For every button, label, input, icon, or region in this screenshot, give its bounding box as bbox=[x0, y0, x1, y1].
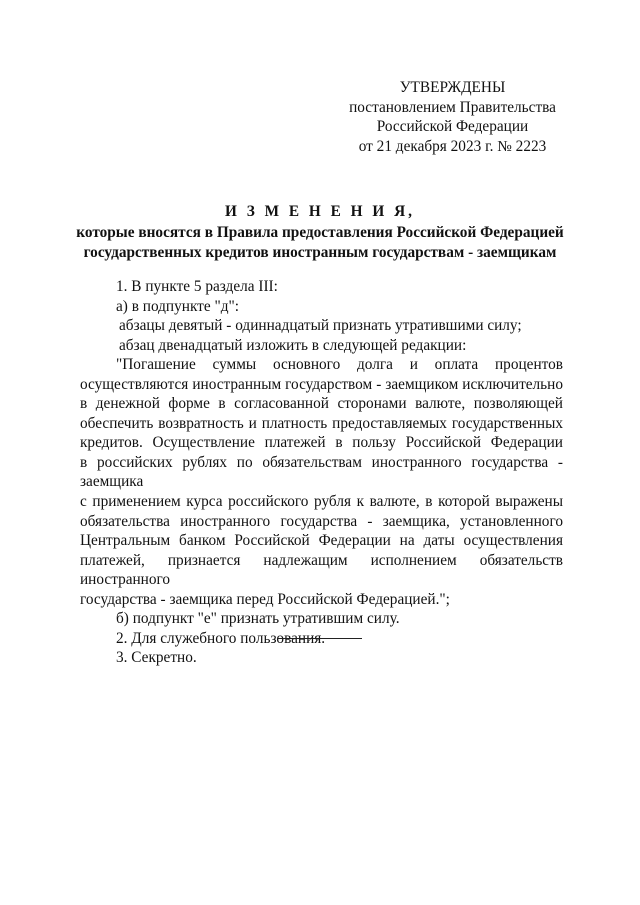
approval-block bbox=[340, 78, 565, 157]
paragraph: 1. В пункте 5 раздела III: bbox=[116, 278, 278, 295]
title-line: государственных кредитов иностранным государствам - заемщикам bbox=[83, 244, 557, 261]
quote-line: обеспечить возвратность и платность предоставляемых государственных bbox=[80, 414, 563, 432]
paragraph: 2. Для служебного пользования. bbox=[116, 629, 326, 647]
quote-line: в денежной форме в согласованной сторонами валюте, позволяющей bbox=[80, 395, 563, 413]
quote-line: "Погашение суммы основного долга и оплата процентов bbox=[116, 356, 563, 374]
title-heading: И З М Е Н Е Н И Я, bbox=[225, 203, 415, 220]
quote-line: кредитов. Осуществление платежей в пользу Российской Федерации bbox=[80, 434, 563, 452]
paragraph: б) подпункт "е" признать утратившим силу. bbox=[116, 610, 400, 628]
quote-line: обязательства иностранного государства - заемщика, установленного bbox=[80, 512, 563, 530]
quote-line: осуществляются иностранным государством - заемщиком исключительно bbox=[80, 375, 563, 393]
approval-line: постановлением Правительства bbox=[349, 98, 556, 116]
quote-line: государства - заемщика перед Российской Федерацией."; bbox=[80, 590, 450, 608]
paragraph: 3. Секретно. bbox=[116, 649, 197, 667]
document-title bbox=[60, 202, 580, 264]
approval-date: от 21 декабря 2023 г. № 2223 bbox=[358, 138, 547, 156]
quote-line: в российских рублях по обязательствам иностранного государства - заемщика bbox=[80, 453, 563, 491]
paragraph: абзац двенадцатый изложить в следующей редакции: bbox=[119, 336, 467, 354]
quote-line: с применением курса российского рубля к валюте, в которой выражены bbox=[80, 493, 563, 511]
closing-rule bbox=[278, 638, 362, 639]
quote-line: платежей, признается надлежащим исполнением обязательств иностранного bbox=[80, 551, 563, 589]
quote-line: Центральным банком Российской Федерации на даты осуществления bbox=[80, 532, 563, 550]
paragraph: а) в подпункте "д": bbox=[116, 297, 240, 315]
title-line: которые вносятся в Правила предоставления Российской Федерацией bbox=[76, 223, 564, 241]
approval-heading: УТВЕРЖДЕНЫ bbox=[399, 79, 506, 96]
approval-line: Российской Федерации bbox=[376, 118, 529, 136]
paragraph: абзацы девятый - одиннадцатый признать утратившими силу; bbox=[119, 317, 522, 335]
document-body bbox=[80, 277, 563, 668]
